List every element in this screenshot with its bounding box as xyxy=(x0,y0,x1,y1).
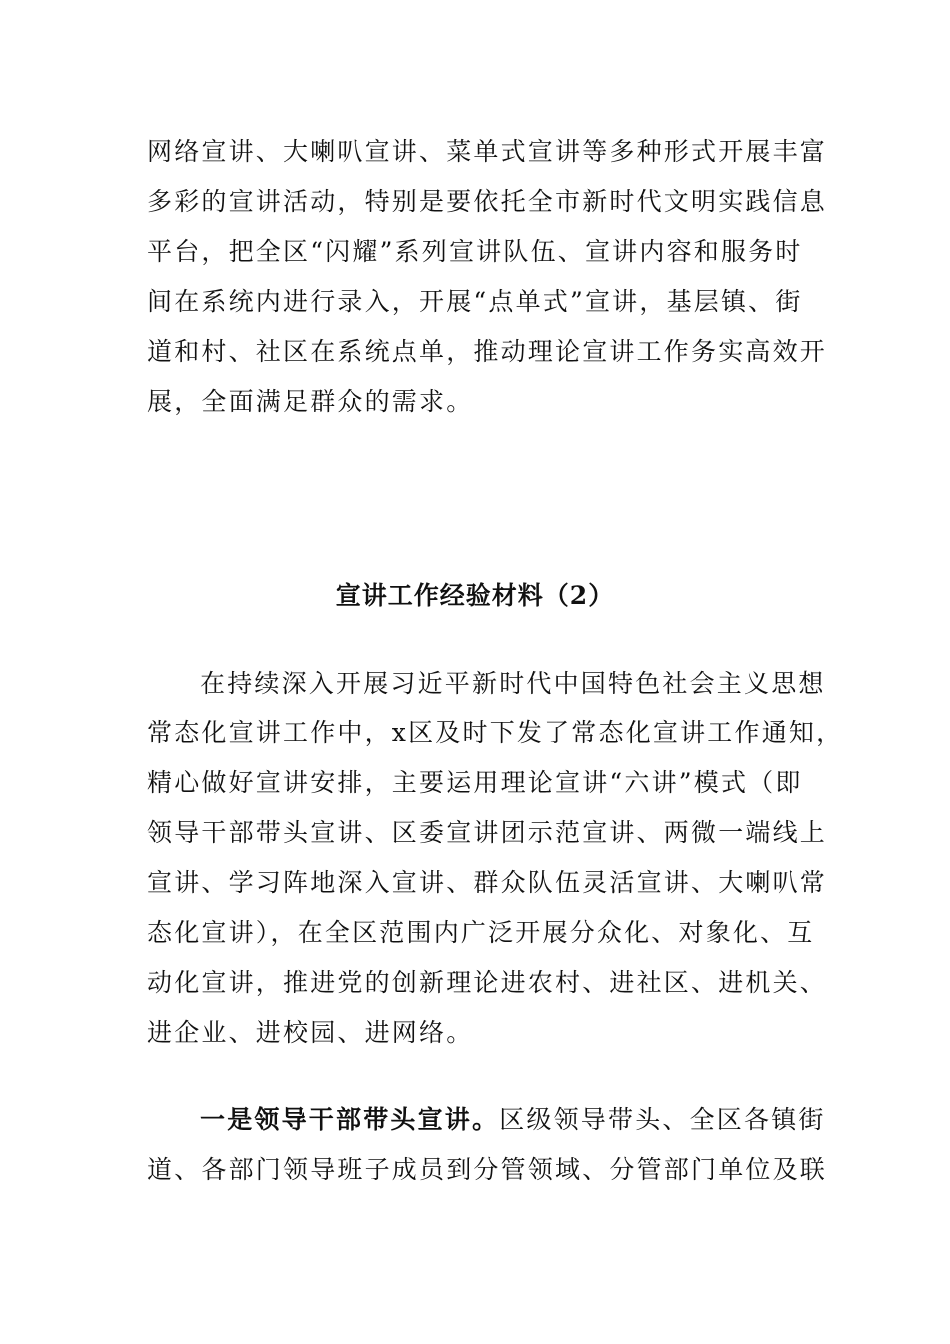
paragraph-2-line-6: 态化宣讲），在全区范围内广泛开展分众化、对象化、互 xyxy=(147,918,815,947)
section-title: 宣讲工作经验材料（2） xyxy=(335,581,615,610)
paragraph-1-line-2: 多彩的宣讲活动，特别是要依托全市新时代文明实践信息 xyxy=(147,187,828,216)
paragraph-3-line-1 xyxy=(200,1105,826,1135)
paragraph-1-line-5: 道和村、社区在系统点单，推动理论宣讲工作务实高效开 xyxy=(147,337,828,366)
paragraph-1-line-6: 展，全面满足群众的需求。 xyxy=(147,387,474,416)
paragraph-3-heading: 一是领导干部带头宣讲。 xyxy=(200,1105,500,1134)
paragraph-3-line-2: 道、各部门领导班子成员到分管领域、分管部门单位及联 xyxy=(147,1155,828,1184)
paragraph-2-line-4: 领导干部带头宣讲、区委宣讲团示范宣讲、两微一端线上 xyxy=(147,818,828,847)
paragraph-2-line-3: 精心做好宣讲安排，主要运用理论宣讲“六讲”模式（即 xyxy=(147,768,803,797)
paragraph-2-line-1: 在持续深入开展习近平新时代中国特色社会主义思想 xyxy=(200,669,826,698)
paragraph-3-line-1-text: 区级领导带头、全区各镇街 xyxy=(499,1105,826,1134)
paragraph-2-line-5: 宣讲、学习阵地深入宣讲、群众队伍灵活宣讲、大喇叭常 xyxy=(147,868,828,897)
paragraph-2-line-8: 进企业、进校园、进网络。 xyxy=(147,1018,474,1047)
paragraph-2-line-2: 常态化宣讲工作中，x区及时下发了常态化宣讲工作通知， xyxy=(147,718,844,747)
paragraph-1-line-4: 间在系统内进行录入，开展“点单式”宣讲，基层镇、街 xyxy=(147,287,803,316)
paragraph-1-line-3: 平台，把全区“闪耀”系列宣讲队伍、宣讲内容和服务时 xyxy=(147,237,803,266)
paragraph-1-line-1: 网络宣讲、大喇叭宣讲、菜单式宣讲等多种形式开展丰富 xyxy=(147,137,828,166)
paragraph-2-line-7: 动化宣讲，推进党的创新理论进农村、进社区、进机关、 xyxy=(147,968,828,997)
